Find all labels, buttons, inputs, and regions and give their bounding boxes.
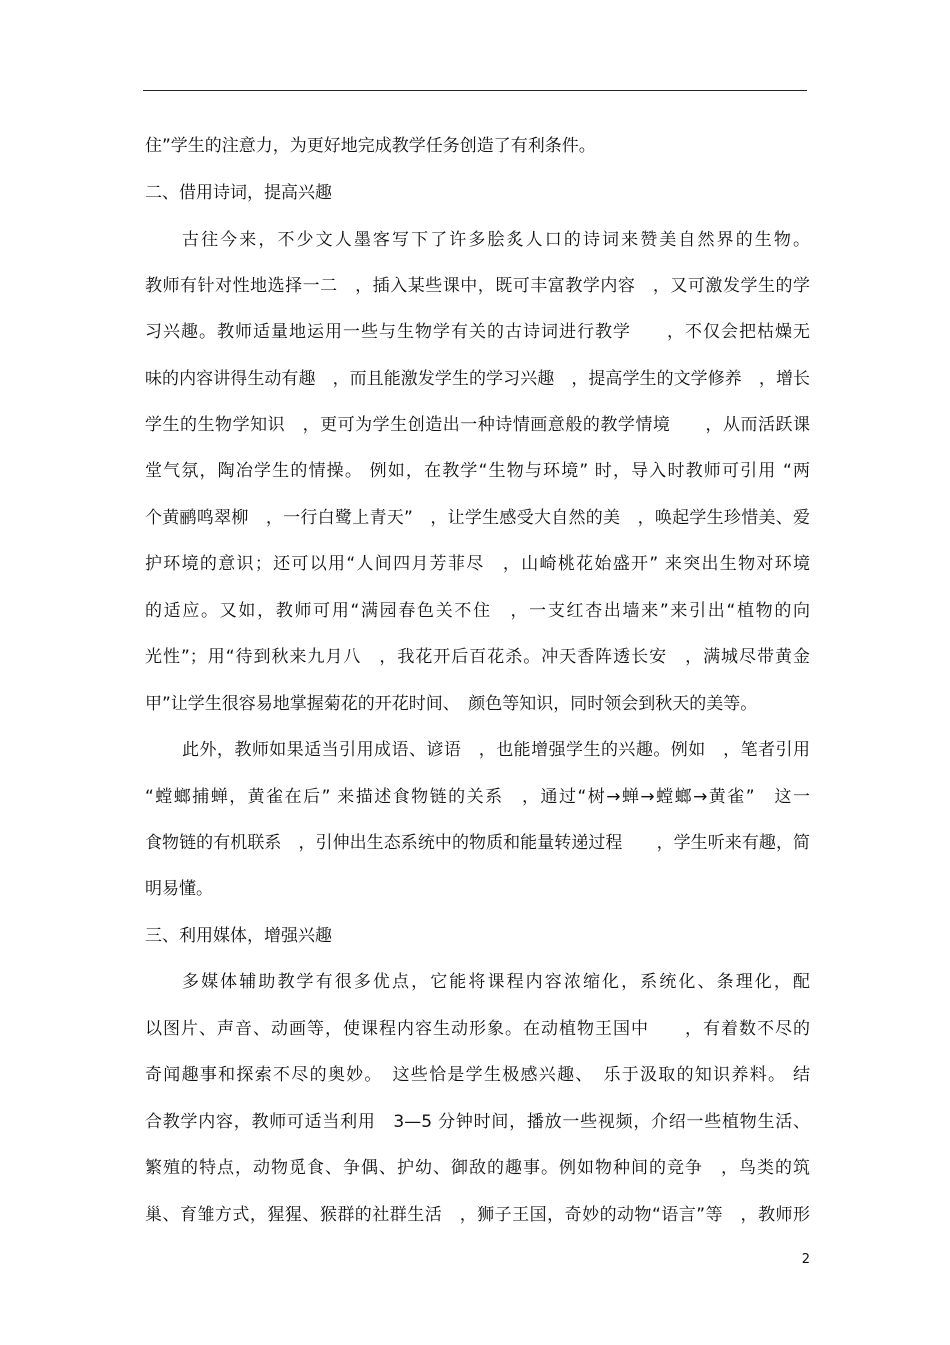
text-line-4: 教师有针对性地选择一二 ，插入某些课中，既可丰富教学内容 ，又可激发学生的学 — [145, 276, 810, 296]
text-line-24: 巢、育雏方式，猩猩、猴群的社群生活 ，狮子王国，奇妙的动物“语言”等 ，教师形 — [145, 1205, 810, 1225]
text-line-14: 此外，教师如果适当引用成语、谚语 ，也能增强学生的兴趣。例如 ，笔者引用 — [182, 740, 810, 760]
text-line-8: 堂气氛，陶冶学生的情操。 例如，在教学“生物与环境” 时，导入时教师可引用 “两 — [145, 461, 810, 481]
text-line-5: 习兴趣。教师适量地运用一些与生物学有关的古诗词进行教学 ，不仅会把枯燥无 — [145, 322, 810, 342]
page-number: 2 — [801, 1252, 810, 1267]
text-line-11: 的适应。又如，教师可用“满园春色关不住 ，一支红杏出墙来”来引出“植物的向 — [145, 601, 810, 621]
text-line-17: 明易懂。 — [145, 879, 213, 899]
section-heading-2: 二、借用诗词，提高兴趣 — [145, 183, 332, 203]
text-line-22: 合教学内容，教师可适当利用 3—5 分钟时间，播放一些视频，介绍一些植物生活、 — [145, 1112, 810, 1132]
text-line-9: 个黄鹂鸣翠柳 ，一行白鹭上青天” ，让学生感受大自然的美 ，唤起学生珍惜美、爱 — [145, 508, 810, 528]
text-line-3: 古往今来，不少文人墨客写下了许多脍炙人口的诗词来赞美自然界的生物。 — [182, 230, 810, 250]
text-line-16: 食物链的有机联系 ，引伸出生态系统中的物质和能量转递过程 ，学生听来有趣，简 — [145, 833, 810, 853]
text-line-1: 住”学生的注意力，为更好地完成教学任务创造了有利条件。 — [145, 136, 596, 156]
text-line-23: 繁殖的特点，动物觅食、争偶、护幼、御敌的趣事。例如物种间的竞争 ，鸟类的筑 — [145, 1158, 810, 1178]
text-line-7: 学生的生物学知识 ，更可为学生创造出一种诗情画意般的教学情境 ，从而活跃课 — [145, 415, 810, 435]
text-line-13: 甲”让学生很容易地掌握菊花的开花时间、 颜色等知识，同时领会到秋天的美等。 — [145, 694, 758, 714]
text-line-19: 多媒体辅助教学有很多优点，它能将课程内容浓缩化，系统化、条理化，配 — [182, 972, 810, 992]
text-line-6: 味的内容讲得生动有趣 ，而且能激发学生的学习兴趣 ，提高学生的文学修养 ，增长 — [145, 369, 810, 389]
header-rule — [143, 90, 807, 91]
text-line-12: 光性”；用“待到秋来九月八 ，我花开后百花杀。冲天香阵透长安 ，满城尽带黄金 — [145, 647, 810, 667]
text-line-20: 以图片、声音、动画等，使课程内容生动形象。在动植物王国中 ，有着数不尽的 — [145, 1019, 810, 1039]
text-line-15: “螳螂捕蝉，黄雀在后” 来描述食物链的关系 ，通过“树→蝉→螳螂→黄雀” 这一 — [145, 787, 810, 807]
section-heading-3: 三、利用媒体，增强兴趣 — [145, 926, 332, 946]
text-line-10: 护环境的意识；还可以用“人间四月芳菲尽 ，山崎桃花始盛开” 来突出生物对环境 — [145, 554, 810, 574]
text-line-21: 奇闻趣事和探索不尽的奥妙。 这些恰是学生极感兴趣、 乐于汲取的知识养料。 结 — [145, 1065, 810, 1085]
